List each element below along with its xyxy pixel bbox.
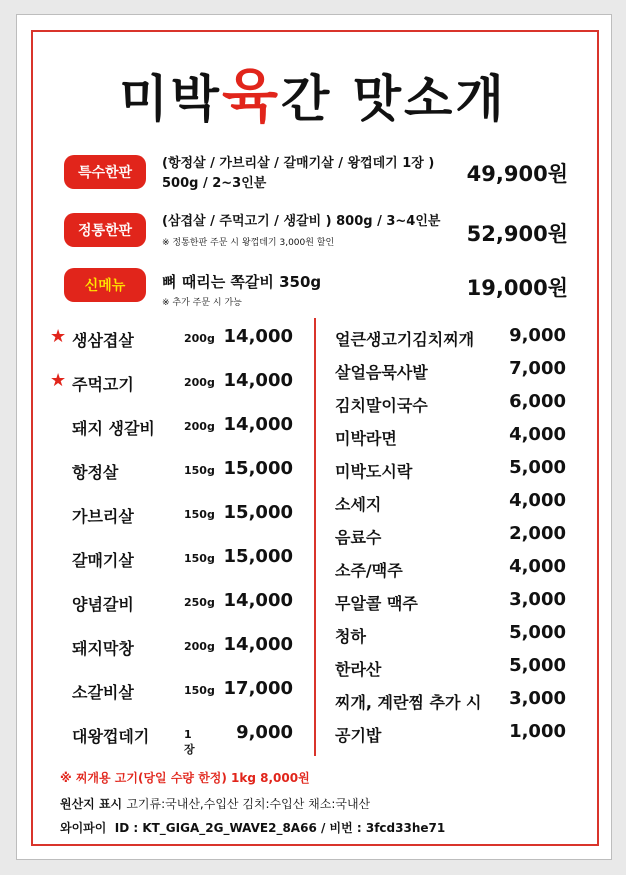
side-name: 한라산 [335, 660, 382, 679]
new-menu-price: 19,000원 [466, 276, 568, 300]
side-name: 미박도시락 [335, 462, 413, 481]
side-name: 얼큰생고기김치찌개 [335, 330, 475, 349]
meat-weight: 150g [184, 684, 215, 697]
side-name: 음료수 [335, 528, 382, 547]
column-divider [314, 318, 316, 756]
classic-set-price: 52,900원 [466, 222, 568, 246]
side-name: 소주/맥주 [335, 561, 403, 580]
meat-weight: 200g [184, 332, 215, 345]
meat-price: 14,000 [223, 590, 293, 611]
stew-meat-notice: ※ 찌개용 고기(당일 수량 한정) 1kg 8,000원 [60, 771, 310, 785]
side-price: 2,000 [509, 523, 566, 544]
special-set-desc-line1: (항정살 / 가브리살 / 갈매기살 / 왕껍데기 1장 ) [162, 156, 435, 171]
side-price: 7,000 [509, 358, 566, 379]
meat-price: 14,000 [223, 326, 293, 347]
meat-name: 돼지 생갈비 [72, 419, 155, 438]
origin-info [60, 795, 370, 812]
meat-weight: 150g [184, 508, 215, 521]
meat-name: 항정살 [72, 463, 119, 482]
menu-title [0, 62, 626, 133]
wifi-label: 와이파이 [60, 821, 107, 835]
meat-price: 14,000 [223, 414, 293, 435]
origin-label: 원산지 표시 [60, 797, 123, 811]
side-name: 소세지 [335, 495, 382, 514]
side-price: 5,000 [509, 622, 566, 643]
meat-price: 15,000 [223, 546, 293, 567]
wifi-info [60, 819, 445, 836]
badge-new-menu: 신메뉴 [64, 268, 146, 302]
side-price: 3,000 [509, 589, 566, 610]
side-name: 찌개, 계란찜 추가 시 [335, 693, 482, 712]
meat-weight: 150g [184, 464, 215, 477]
meat-price: 9,000 [236, 722, 293, 743]
meat-weight: 150g [184, 552, 215, 565]
side-price: 6,000 [509, 391, 566, 412]
badge-classic-set: 정통한판 [64, 213, 146, 247]
meat-price: 14,000 [223, 634, 293, 655]
side-name: 살얼음묵사발 [335, 363, 428, 382]
new-menu-note: ※ 추가 주문 시 가능 [162, 298, 242, 308]
origin-text: 고기류:국내산,수입산 김치:수입산 채소:국내산 [126, 797, 371, 811]
meat-name: 소갈비살 [72, 683, 134, 702]
star-icon: ★ [50, 370, 67, 391]
meat-name: 가브리살 [72, 507, 134, 526]
classic-set-note: ※ 정통한판 주문 시 왕껍데기 3,000원 할인 [162, 238, 335, 248]
side-price: 1,000 [509, 721, 566, 742]
side-name: 공기밥 [335, 726, 382, 745]
side-price: 3,000 [509, 688, 566, 709]
meat-name: 주먹고기 [72, 375, 134, 394]
side-price: 5,000 [509, 457, 566, 478]
meat-weight: 200g [184, 420, 215, 433]
meat-price: 17,000 [223, 678, 293, 699]
special-set-price: 49,900원 [466, 162, 568, 186]
meat-name: 돼지막창 [72, 639, 134, 658]
classic-set-desc: (삼겹살 / 주먹고기 / 생갈비 ) 800g / 3~4인분 [162, 214, 441, 229]
star-icon: ★ [50, 326, 67, 347]
meat-weight: 1장 [184, 728, 195, 756]
meat-weight: 200g [184, 640, 215, 653]
meat-name: 생삼겹살 [72, 331, 134, 350]
meat-price: 15,000 [223, 502, 293, 523]
side-name: 청하 [335, 627, 366, 646]
title-part-1: 미박 [119, 70, 222, 128]
side-price: 4,000 [509, 490, 566, 511]
side-price: 4,000 [509, 424, 566, 445]
side-name: 김치말이국수 [335, 396, 428, 415]
side-name: 미박라면 [335, 429, 397, 448]
wifi-text: ID : KT_GIGA_2G_WAVE2_8A66 / 비번 : 3fcd33he71 [114, 821, 446, 835]
meat-weight: 200g [184, 376, 215, 389]
meat-name: 갈매기살 [72, 551, 134, 570]
badge-special-set: 특수한판 [64, 155, 146, 189]
side-price: 9,000 [509, 325, 566, 346]
meat-name: 양념갈비 [72, 595, 134, 614]
title-part-2: 간 맛소개 [281, 70, 507, 128]
meat-price: 14,000 [223, 370, 293, 391]
new-menu-desc: 뼈 때리는 쪽갈비 350g [162, 273, 322, 291]
side-price: 5,000 [509, 655, 566, 676]
meat-name: 대왕껍데기 [72, 727, 150, 746]
side-name: 무알콜 맥주 [335, 594, 418, 613]
side-price: 4,000 [509, 556, 566, 577]
title-highlight: 육 [221, 62, 282, 130]
special-set-desc-line2: 500g / 2~3인분 [162, 176, 267, 191]
meat-weight: 250g [184, 596, 215, 609]
meat-price: 15,000 [223, 458, 293, 479]
